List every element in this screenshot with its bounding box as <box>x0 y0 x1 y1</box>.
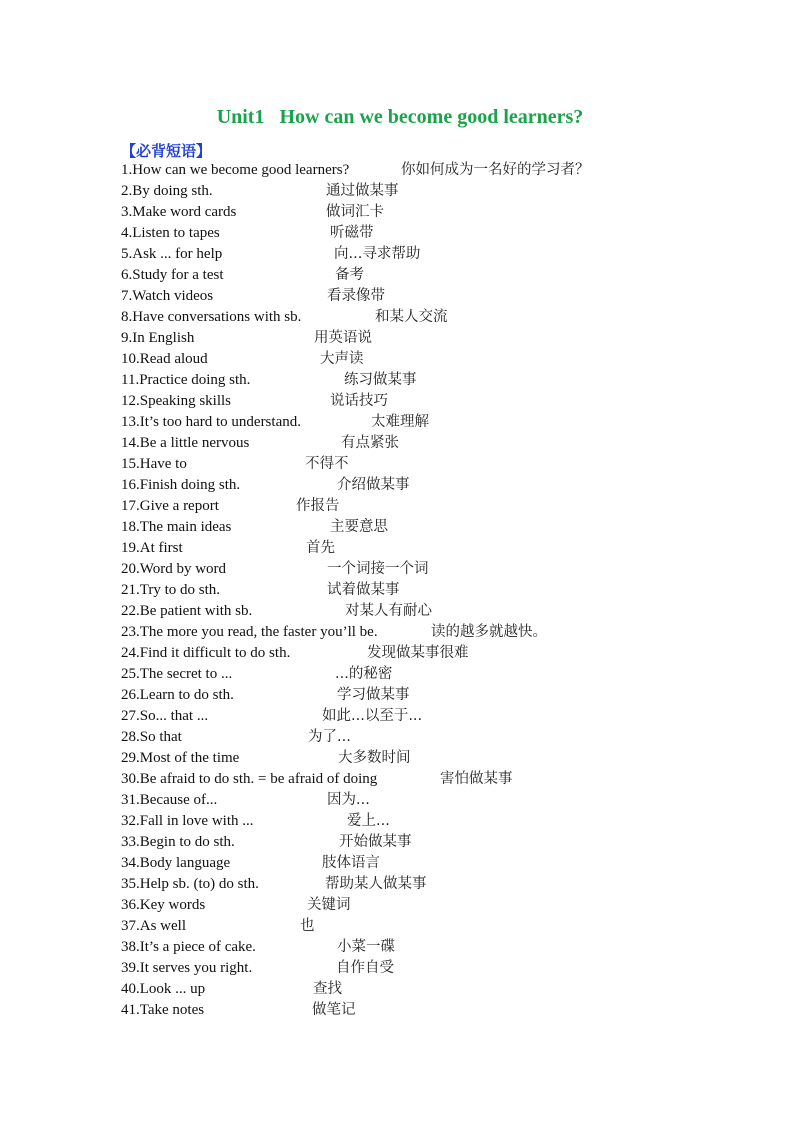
phrase-chinese: 对某人有耐心 <box>345 603 432 619</box>
phrase-chinese: 首先 <box>306 540 335 556</box>
phrase-english: 14.Be a little nervous <box>121 435 250 451</box>
phrase-english: 8.Have conversations with sb. <box>121 309 302 325</box>
phrase-english: 34.Body language <box>121 855 231 871</box>
phrase-english: 12.Speaking skills <box>121 393 232 409</box>
phrase-english: 32.Fall in love with ... <box>121 813 254 829</box>
phrase-chinese: 肢体语言 <box>322 855 380 871</box>
phrase-english: 5.Ask ... for help <box>121 246 223 262</box>
phrase-chinese: 看录像带 <box>327 288 385 304</box>
phrase-chinese: 发现做某事很难 <box>367 645 469 661</box>
phrase-english: 37.As well <box>121 918 186 934</box>
phrase-chinese: 爱上... <box>347 813 390 829</box>
phrase-chinese: 自作自受 <box>336 960 394 976</box>
phrase-english: 21.Try to do sth. <box>121 582 221 598</box>
phrase-english: 11.Practice doing sth. <box>121 372 251 388</box>
phrase-chinese: 读的越多就越快。 <box>431 624 547 640</box>
phrase-chinese: 说话技巧 <box>330 393 388 409</box>
phrase-chinese: 如此...以至于... <box>322 708 423 724</box>
phrase-english: 22.Be patient with sb. <box>121 603 253 619</box>
page-title: Unit1 How can we become good learners? <box>216 106 584 128</box>
phrase-english: 16.Finish doing sth. <box>121 477 241 493</box>
phrase-english: 26.Learn to do sth. <box>121 687 234 703</box>
phrase-chinese: 查找 <box>313 981 342 997</box>
phrase-chinese: 通过做某事 <box>326 183 399 199</box>
phrase-chinese: 因为... <box>327 792 370 808</box>
phrase-chinese: 为了... <box>308 729 351 745</box>
phrase-english: 15.Have to <box>121 456 187 472</box>
phrase-chinese: 试着做某事 <box>327 582 400 598</box>
phrase-english: 39.It serves you right. <box>121 960 253 976</box>
phrase-chinese: 学习做某事 <box>337 687 410 703</box>
phrase-chinese: 用英语说 <box>314 330 372 346</box>
phrase-english: 27.So... that ... <box>121 708 209 724</box>
phrase-english: 3.Make word cards <box>121 204 237 220</box>
phrase-english: 40.Look ... up <box>121 981 206 997</box>
phrase-english: 4.Listen to tapes <box>121 225 220 241</box>
phrase-chinese: ...的秘密 <box>335 666 393 682</box>
phrase-chinese: 听磁带 <box>330 225 374 241</box>
phrase-english: 31.Because of... <box>121 792 218 808</box>
phrase-english: 24.Find it difficult to do sth. <box>121 645 291 661</box>
phrase-english: 18.The main ideas <box>121 519 232 535</box>
phrase-chinese: 你如何成为一名好的学习者？ <box>401 162 590 178</box>
phrase-chinese: 大多数时间 <box>338 750 411 766</box>
phrase-english: 2.By doing sth. <box>121 183 213 199</box>
phrase-chinese: 做词汇卡 <box>326 204 384 220</box>
phrase-english: 41.Take notes <box>121 1002 205 1018</box>
phrase-english: 28.So that <box>121 729 182 745</box>
phrase-english: 35.Help sb. (to) do sth. <box>121 876 259 892</box>
phrase-chinese: 害怕做某事 <box>440 771 513 787</box>
phrase-english: 7.Watch videos <box>121 288 214 304</box>
phrase-english: 36.Key words <box>121 897 206 913</box>
phrase-english: 20.Word by word <box>121 561 227 577</box>
phrase-chinese: 备考 <box>335 267 364 283</box>
phrase-english: 29.Most of the time <box>121 750 240 766</box>
phrase-english: 6.Study for a test <box>121 267 224 283</box>
phrase-english: 10.Read aloud <box>121 351 208 367</box>
phrase-chinese: 也 <box>300 918 315 934</box>
phrase-chinese: 主要意思 <box>330 519 388 535</box>
phrase-chinese: 关键词 <box>307 897 351 913</box>
phrase-chinese: 不得不 <box>305 456 349 472</box>
phrase-chinese: 作报告 <box>296 498 340 514</box>
phrase-english: 9.In English <box>121 330 195 346</box>
phrase-english: 17.Give a report <box>121 498 219 514</box>
phrase-chinese: 一个词接一个词 <box>327 561 429 577</box>
phrase-english: 13.It’s too hard to understand. <box>121 414 301 430</box>
phrase-chinese: 练习做某事 <box>344 372 417 388</box>
phrase-chinese: 开始做某事 <box>339 834 412 850</box>
phrase-english: 38.It’s a piece of cake. <box>121 939 256 955</box>
phrase-chinese: 帮助某人做某事 <box>325 876 427 892</box>
phrase-english: 25.The secret to ... <box>121 666 233 682</box>
phrase-chinese: 和某人交流 <box>375 309 448 325</box>
phrase-chinese: 小菜一碟 <box>337 939 395 955</box>
phrase-english: 1.How can we become good learners? <box>121 162 350 178</box>
phrase-english: 19.At first <box>121 540 183 556</box>
phrase-chinese: 做笔记 <box>312 1002 356 1018</box>
phrase-chinese: 大声读 <box>320 351 364 367</box>
phrase-chinese: 向...寻求帮助 <box>334 246 421 262</box>
phrase-chinese: 介绍做某事 <box>337 477 410 493</box>
phrase-chinese: 有点紧张 <box>341 435 399 451</box>
phrase-english: 33.Begin to do sth. <box>121 834 235 850</box>
phrase-english: 23.The more you read, the faster you’ll be. <box>121 624 378 640</box>
phrase-chinese: 太难理解 <box>371 414 429 430</box>
phrase-english: 30.Be afraid to do sth. = be afraid of doing <box>121 771 378 787</box>
section-heading: 【必背短语】 <box>121 142 212 160</box>
